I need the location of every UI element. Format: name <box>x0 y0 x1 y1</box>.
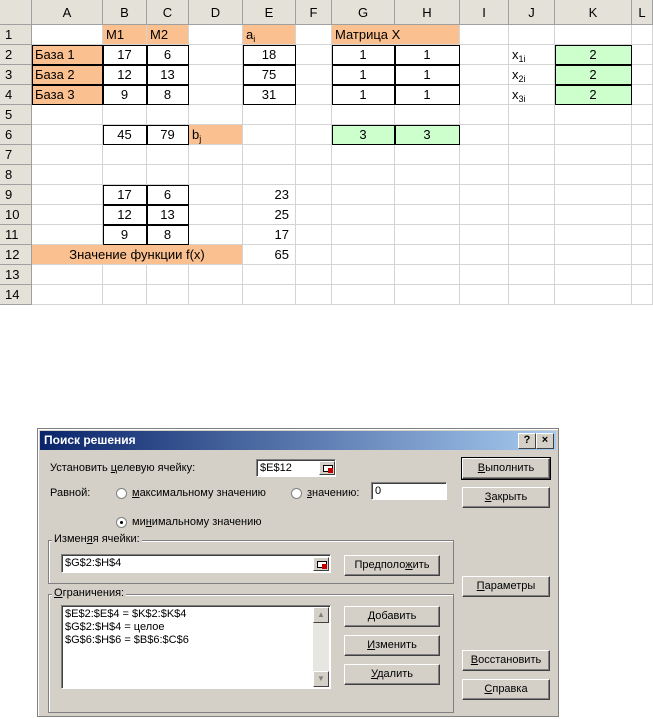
cell[interactable] <box>296 105 332 125</box>
cell[interactable] <box>632 45 653 65</box>
cell[interactable] <box>395 285 460 305</box>
cell-e12[interactable]: 65 <box>243 245 296 265</box>
cell[interactable] <box>296 205 332 225</box>
cell-g3[interactable]: 1 <box>332 65 395 85</box>
constraints-label: Ограничения: <box>54 587 125 599</box>
cell[interactable] <box>509 185 555 205</box>
help-button[interactable]: Справка <box>462 679 550 700</box>
row-header-2[interactable]: 2 <box>0 45 32 65</box>
cell[interactable] <box>460 285 509 305</box>
max-label: максимальному значению <box>132 487 266 499</box>
cell[interactable] <box>460 85 509 105</box>
list-item[interactable]: $E$2:$E$4 = $K$2:$K$4 <box>65 608 187 620</box>
cell-subscript: 3i <box>518 94 526 104</box>
cell-c6[interactable]: 79 <box>147 125 189 145</box>
cell-b1[interactable]: M1 <box>103 25 147 45</box>
cell[interactable] <box>332 245 395 265</box>
min-label: минимальному значению <box>132 516 262 528</box>
cell-text: a <box>246 27 254 42</box>
cell[interactable] <box>632 245 653 265</box>
scroll-up-icon[interactable]: ▲ <box>313 607 329 623</box>
cell[interactable] <box>632 85 653 105</box>
cell[interactable] <box>555 125 632 145</box>
cell-b9[interactable]: 17 <box>103 185 147 205</box>
cell[interactable] <box>460 65 509 85</box>
list-item[interactable]: $G$6:$H$6 = $B$6:$C$6 <box>65 634 189 646</box>
row-header-1[interactable]: 1 <box>0 25 32 45</box>
cell[interactable] <box>632 225 653 245</box>
cell[interactable] <box>509 225 555 245</box>
cell[interactable] <box>189 165 243 185</box>
cell[interactable] <box>332 225 395 245</box>
row-header-6[interactable]: 6 <box>0 125 32 145</box>
cell[interactable] <box>189 225 243 245</box>
cell[interactable] <box>460 105 509 125</box>
row-header-9[interactable]: 9 <box>0 185 32 205</box>
cell[interactable] <box>509 25 555 45</box>
cell-e4[interactable]: 31 <box>243 85 296 105</box>
column-header-i[interactable]: I <box>460 0 509 25</box>
column-header-e[interactable]: E <box>243 0 296 25</box>
cell[interactable] <box>460 225 509 245</box>
cell[interactable] <box>243 125 296 145</box>
cell[interactable] <box>32 165 103 185</box>
cell-e1[interactable] <box>243 25 296 45</box>
cell-h3[interactable]: 1 <box>395 65 460 85</box>
cell[interactable] <box>332 265 395 285</box>
cell-h6[interactable]: 3 <box>395 125 460 145</box>
cell[interactable] <box>509 265 555 285</box>
cell[interactable] <box>332 145 395 165</box>
cell[interactable] <box>395 185 460 205</box>
row-header-8[interactable]: 8 <box>0 165 32 185</box>
collapse-changing-icon[interactable] <box>313 557 329 571</box>
cell-text: x <box>512 87 519 102</box>
cell[interactable] <box>460 145 509 165</box>
cell-b3[interactable]: 12 <box>103 65 147 85</box>
column-header-l[interactable]: L <box>632 0 653 25</box>
cell[interactable] <box>555 245 632 265</box>
column-header-a[interactable]: A <box>32 0 103 25</box>
min-radio[interactable] <box>116 517 127 528</box>
cell[interactable] <box>555 25 632 45</box>
cell[interactable] <box>147 105 189 125</box>
row-header-12[interactable]: 12 <box>0 245 32 265</box>
cell[interactable] <box>32 285 103 305</box>
row-header-5[interactable]: 5 <box>0 105 32 125</box>
cell-c10[interactable]: 13 <box>147 205 189 225</box>
cell[interactable] <box>332 205 395 225</box>
cell[interactable] <box>632 25 653 45</box>
cell[interactable] <box>243 145 296 165</box>
cell[interactable] <box>632 265 653 285</box>
cell[interactable] <box>32 25 103 45</box>
cell-e3[interactable]: 75 <box>243 65 296 85</box>
cell[interactable] <box>555 285 632 305</box>
cell-g4[interactable]: 1 <box>332 85 395 105</box>
cell[interactable] <box>296 125 332 145</box>
cell-e11[interactable]: 17 <box>243 225 296 245</box>
equal-to-label: Равной: <box>50 487 91 499</box>
cell[interactable] <box>395 245 460 265</box>
cell[interactable] <box>632 145 653 165</box>
cell[interactable] <box>147 165 189 185</box>
change-button[interactable]: Изменить <box>344 635 440 656</box>
cell[interactable] <box>32 145 103 165</box>
cell[interactable] <box>460 205 509 225</box>
options-button[interactable]: Параметры <box>462 576 550 597</box>
cell[interactable] <box>632 185 653 205</box>
cell[interactable] <box>32 125 103 145</box>
cell[interactable] <box>460 45 509 65</box>
row-header-13[interactable]: 13 <box>0 265 32 285</box>
cell[interactable] <box>460 245 509 265</box>
cell-g6[interactable]: 3 <box>332 125 395 145</box>
cell[interactable] <box>555 105 632 125</box>
cell[interactable] <box>32 105 103 125</box>
cell[interactable] <box>189 65 243 85</box>
cell[interactable] <box>296 45 332 65</box>
cell-text: x <box>512 47 519 62</box>
cell-b6[interactable]: 45 <box>103 125 147 145</box>
cell[interactable] <box>103 145 147 165</box>
column-header-d[interactable]: D <box>189 0 243 25</box>
cell[interactable] <box>460 265 509 285</box>
collapse-dialog-icon[interactable] <box>319 461 335 475</box>
cell[interactable] <box>509 245 555 265</box>
cell-subscript: 2i <box>518 74 526 84</box>
cell[interactable] <box>632 205 653 225</box>
cell[interactable] <box>296 165 332 185</box>
cell[interactable] <box>32 265 103 285</box>
column-header-c[interactable]: C <box>147 0 189 25</box>
column-header-h[interactable]: H <box>395 0 460 25</box>
cell-text: b <box>192 127 200 142</box>
cell[interactable] <box>332 105 395 125</box>
cell-c4[interactable]: 8 <box>147 85 189 105</box>
cell[interactable] <box>189 285 243 305</box>
cell[interactable] <box>103 265 147 285</box>
cell[interactable] <box>296 65 332 85</box>
solve-button[interactable]: Выполнить <box>462 458 550 479</box>
select-all-corner[interactable] <box>0 0 32 25</box>
dialog-title: Поиск решения <box>44 433 136 447</box>
cell-c1[interactable]: M2 <box>147 25 189 45</box>
cell[interactable] <box>632 165 653 185</box>
cell-b4[interactable]: 9 <box>103 85 147 105</box>
help-title-button[interactable] <box>518 433 536 449</box>
cell[interactable] <box>189 105 243 125</box>
row-header-14[interactable]: 14 <box>0 285 32 305</box>
row-header-7[interactable]: 7 <box>0 145 32 165</box>
cell[interactable] <box>147 145 189 165</box>
close-title-button[interactable] <box>536 433 554 449</box>
cell[interactable] <box>296 25 332 45</box>
cell[interactable] <box>555 265 632 285</box>
cell[interactable] <box>189 205 243 225</box>
spreadsheet <box>0 0 653 332</box>
target-cell-input[interactable]: $E$12 <box>256 459 336 477</box>
constraints-scrollbar[interactable] <box>313 607 329 687</box>
cell-subscript: 1i <box>518 54 526 64</box>
cell[interactable] <box>32 225 103 245</box>
row-header-11[interactable]: 11 <box>0 225 32 245</box>
column-header-g[interactable]: G <box>332 0 395 25</box>
cell-h2[interactable]: 1 <box>395 45 460 65</box>
cell[interactable] <box>395 165 460 185</box>
cell-g2[interactable]: 1 <box>332 45 395 65</box>
cell[interactable] <box>395 145 460 165</box>
cell-j4[interactable] <box>509 85 555 105</box>
cell[interactable] <box>509 125 555 145</box>
cell-g1[interactable]: Матрица Х <box>332 25 460 45</box>
cell[interactable] <box>509 285 555 305</box>
cell-text: x <box>512 67 519 82</box>
cell[interactable] <box>296 285 332 305</box>
column-header-k[interactable]: K <box>555 0 632 25</box>
cell[interactable] <box>189 265 243 285</box>
close-icon: × <box>541 434 549 446</box>
cell[interactable] <box>189 185 243 205</box>
cell-a3[interactable]: База 2 <box>32 65 103 85</box>
cell-e10[interactable]: 25 <box>243 205 296 225</box>
cell[interactable] <box>555 225 632 245</box>
solver-dialog <box>37 428 559 717</box>
cell[interactable] <box>460 125 509 145</box>
column-header-b[interactable]: B <box>103 0 147 25</box>
cell[interactable] <box>103 105 147 125</box>
target-cell-label: Установить целевую ячейку: <box>50 462 196 474</box>
cell-subscript: j <box>199 134 202 144</box>
cell[interactable] <box>395 265 460 285</box>
cell[interactable] <box>147 285 189 305</box>
cell[interactable] <box>189 85 243 105</box>
cell[interactable] <box>296 265 332 285</box>
cell[interactable] <box>243 285 296 305</box>
cell[interactable] <box>332 285 395 305</box>
cell-a12[interactable]: Значение функции f(x) <box>32 245 243 265</box>
constraints-list[interactable] <box>61 605 331 689</box>
cell[interactable] <box>189 45 243 65</box>
value-radio[interactable] <box>291 488 302 499</box>
cell[interactable] <box>103 165 147 185</box>
dialog-titlebar <box>40 431 556 450</box>
cell[interactable] <box>632 125 653 145</box>
scroll-down-icon[interactable]: ▼ <box>313 671 329 687</box>
cell[interactable] <box>243 265 296 285</box>
cell[interactable] <box>460 165 509 185</box>
cell-c11[interactable]: 8 <box>147 225 189 245</box>
delete-button[interactable]: Удалить <box>344 664 440 685</box>
cell[interactable] <box>632 65 653 85</box>
cell[interactable] <box>296 245 332 265</box>
cell[interactable] <box>460 25 509 45</box>
cell-b10[interactable]: 12 <box>103 205 147 225</box>
cell[interactable] <box>296 145 332 165</box>
cell[interactable] <box>296 185 332 205</box>
cell-c3[interactable]: 13 <box>147 65 189 85</box>
cell-d6[interactable] <box>189 125 243 145</box>
max-radio[interactable] <box>116 488 127 499</box>
cell[interactable] <box>332 165 395 185</box>
cell[interactable] <box>460 185 509 205</box>
cell-e2[interactable]: 18 <box>243 45 296 65</box>
cell[interactable] <box>395 225 460 245</box>
cell-c2[interactable]: 6 <box>147 45 189 65</box>
cell-e9[interactable]: 23 <box>243 185 296 205</box>
cell[interactable] <box>189 25 243 45</box>
cell-subscript: i <box>253 34 256 44</box>
cell[interactable] <box>509 105 555 125</box>
cell[interactable] <box>395 205 460 225</box>
cell[interactable] <box>509 165 555 185</box>
close-button[interactable]: Закрыть <box>462 487 550 508</box>
cell[interactable] <box>632 105 653 125</box>
cell[interactable] <box>103 285 147 305</box>
cell[interactable] <box>555 185 632 205</box>
cell-c9[interactable]: 6 <box>147 185 189 205</box>
cell-h4[interactable]: 1 <box>395 85 460 105</box>
cell[interactable] <box>555 165 632 185</box>
cell[interactable] <box>555 145 632 165</box>
cell[interactable] <box>509 205 555 225</box>
cell-k3[interactable]: 2 <box>555 65 632 85</box>
question-icon: ? <box>523 434 531 446</box>
cell[interactable] <box>395 105 460 125</box>
cell[interactable] <box>296 225 332 245</box>
value-label: значению: <box>307 487 360 499</box>
cell[interactable] <box>147 265 189 285</box>
cell[interactable] <box>243 105 296 125</box>
cell[interactable] <box>32 205 103 225</box>
cell-k2[interactable]: 2 <box>555 45 632 65</box>
cell-a4[interactable]: База 3 <box>32 85 103 105</box>
cell-j3[interactable] <box>509 65 555 85</box>
cell-b2[interactable]: 17 <box>103 45 147 65</box>
cell[interactable] <box>189 145 243 165</box>
row-header-3[interactable]: 3 <box>0 65 32 85</box>
cell[interactable] <box>509 145 555 165</box>
cell[interactable] <box>296 85 332 105</box>
value-input[interactable]: 0 <box>371 482 447 500</box>
column-header-j[interactable]: J <box>509 0 555 25</box>
cell[interactable] <box>332 185 395 205</box>
cell-j2[interactable] <box>509 45 555 65</box>
changing-cells-input[interactable]: $G$2:$H$4 <box>61 554 331 573</box>
add-button[interactable]: Добавить <box>344 606 440 627</box>
changing-cells-label: Изменяя ячейки: <box>54 533 140 545</box>
cell[interactable] <box>632 285 653 305</box>
cell[interactable] <box>555 205 632 225</box>
row-header-10[interactable]: 10 <box>0 205 32 225</box>
cell[interactable] <box>243 165 296 185</box>
cell-k4[interactable]: 2 <box>555 85 632 105</box>
cell-b11[interactable]: 9 <box>103 225 147 245</box>
column-header-f[interactable]: F <box>296 0 332 25</box>
cell[interactable] <box>32 185 103 205</box>
cell-a2[interactable]: База 1 <box>32 45 103 65</box>
reset-all-button[interactable]: Восстановить <box>462 650 550 671</box>
guess-button[interactable]: Предположить <box>344 555 440 576</box>
list-item[interactable]: $G$2:$H$4 = целое <box>65 621 165 633</box>
row-header-4[interactable]: 4 <box>0 85 32 105</box>
